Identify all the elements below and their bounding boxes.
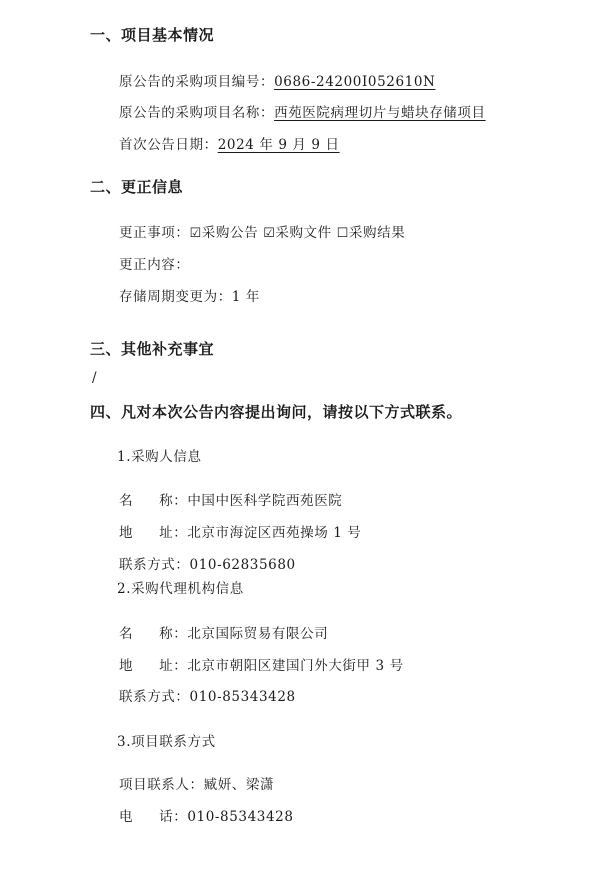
project-name-label: 原公告的采购项目名称： [119, 105, 275, 121]
project-phone-label-b: 话： [159, 809, 188, 825]
checkbox-documents-label: 采购文件 [275, 225, 332, 241]
purchaser-address-label-b: 址： [159, 525, 188, 541]
project-name-value: 西苑医院病理切片与蜡块存储项目 [274, 105, 486, 121]
project-person-label: 项目联系人： [119, 777, 204, 793]
purchaser-contact-label: 联系方式： [119, 557, 190, 573]
purchaser-info-title: 1.采购人信息 [117, 449, 202, 465]
checkbox-result-icon: ☐ [336, 226, 349, 241]
section-3-body: / [92, 370, 98, 386]
correction-items-row [119, 221, 405, 241]
project-phone-row [119, 805, 294, 825]
section-1-heading: 一、项目基本情况 [90, 26, 215, 44]
first-date-label: 首次公告日期： [119, 137, 218, 153]
first-date-value: 2024 年 9 月 9 日 [217, 137, 340, 153]
purchaser-address-row [119, 521, 361, 541]
project-contact-title: 3.项目联系方式 [117, 734, 216, 750]
agency-name-label-a: 名 [119, 626, 134, 642]
section-3-heading: 三、其他补充事宜 [90, 340, 215, 358]
correction-content-text: 存储周期变更为：1 年 [119, 289, 260, 305]
project-person-row [119, 773, 274, 793]
project-phone-value: 010-85343428 [187, 809, 294, 825]
agency-name-value: 北京国际贸易有限公司 [187, 626, 329, 642]
checkbox-announcement-label: 采购公告 [201, 225, 259, 241]
project-number-label: 原公告的采购项目编号： [119, 74, 275, 90]
project-person-value: 臧妍、梁潇 [203, 777, 275, 793]
checkbox-announcement-icon: ☑ [189, 226, 202, 241]
project-number-row [119, 70, 435, 90]
correction-content-label: 更正内容： [119, 257, 190, 273]
purchaser-name-label-b: 称： [159, 493, 188, 509]
agency-address-row [119, 654, 404, 674]
agency-info-title: 2.采购代理机构信息 [117, 581, 244, 597]
purchaser-name-row [119, 489, 342, 509]
purchaser-address-value: 北京市海淀区西苑操场 1 号 [187, 525, 362, 541]
agency-address-label-b: 址： [159, 658, 188, 674]
agency-address-value: 北京市朝阳区建国门外大街甲 3 号 [187, 658, 404, 674]
agency-contact-label: 联系方式： [119, 689, 190, 705]
purchaser-address-label-a: 地 [119, 525, 134, 541]
purchaser-name-label-a: 名 [119, 493, 134, 509]
agency-name-row [119, 622, 328, 642]
agency-contact-value: 010-85343428 [189, 689, 296, 705]
project-number-value: 0686-24200I052610N [274, 74, 436, 90]
project-name-row [119, 101, 486, 121]
project-phone-label-a: 电 [119, 809, 134, 825]
agency-address-label-a: 地 [119, 658, 134, 674]
section-4-heading: 四、凡对本次公告内容提出询问，请按以下方式联系。 [90, 403, 463, 421]
purchaser-contact-value: 010-62835680 [189, 557, 296, 573]
checkbox-documents-icon: ☑ [263, 226, 276, 241]
correction-items-label: 更正事项： [119, 225, 190, 241]
first-date-row [119, 133, 340, 153]
purchaser-contact-row [119, 553, 296, 573]
agency-contact-row [119, 685, 296, 705]
checkbox-result-label: 采购结果 [348, 225, 406, 241]
section-2-heading: 二、更正信息 [90, 178, 184, 196]
agency-name-label-b: 称： [159, 626, 188, 642]
purchaser-name-value: 中国中医科学院西苑医院 [187, 493, 343, 509]
